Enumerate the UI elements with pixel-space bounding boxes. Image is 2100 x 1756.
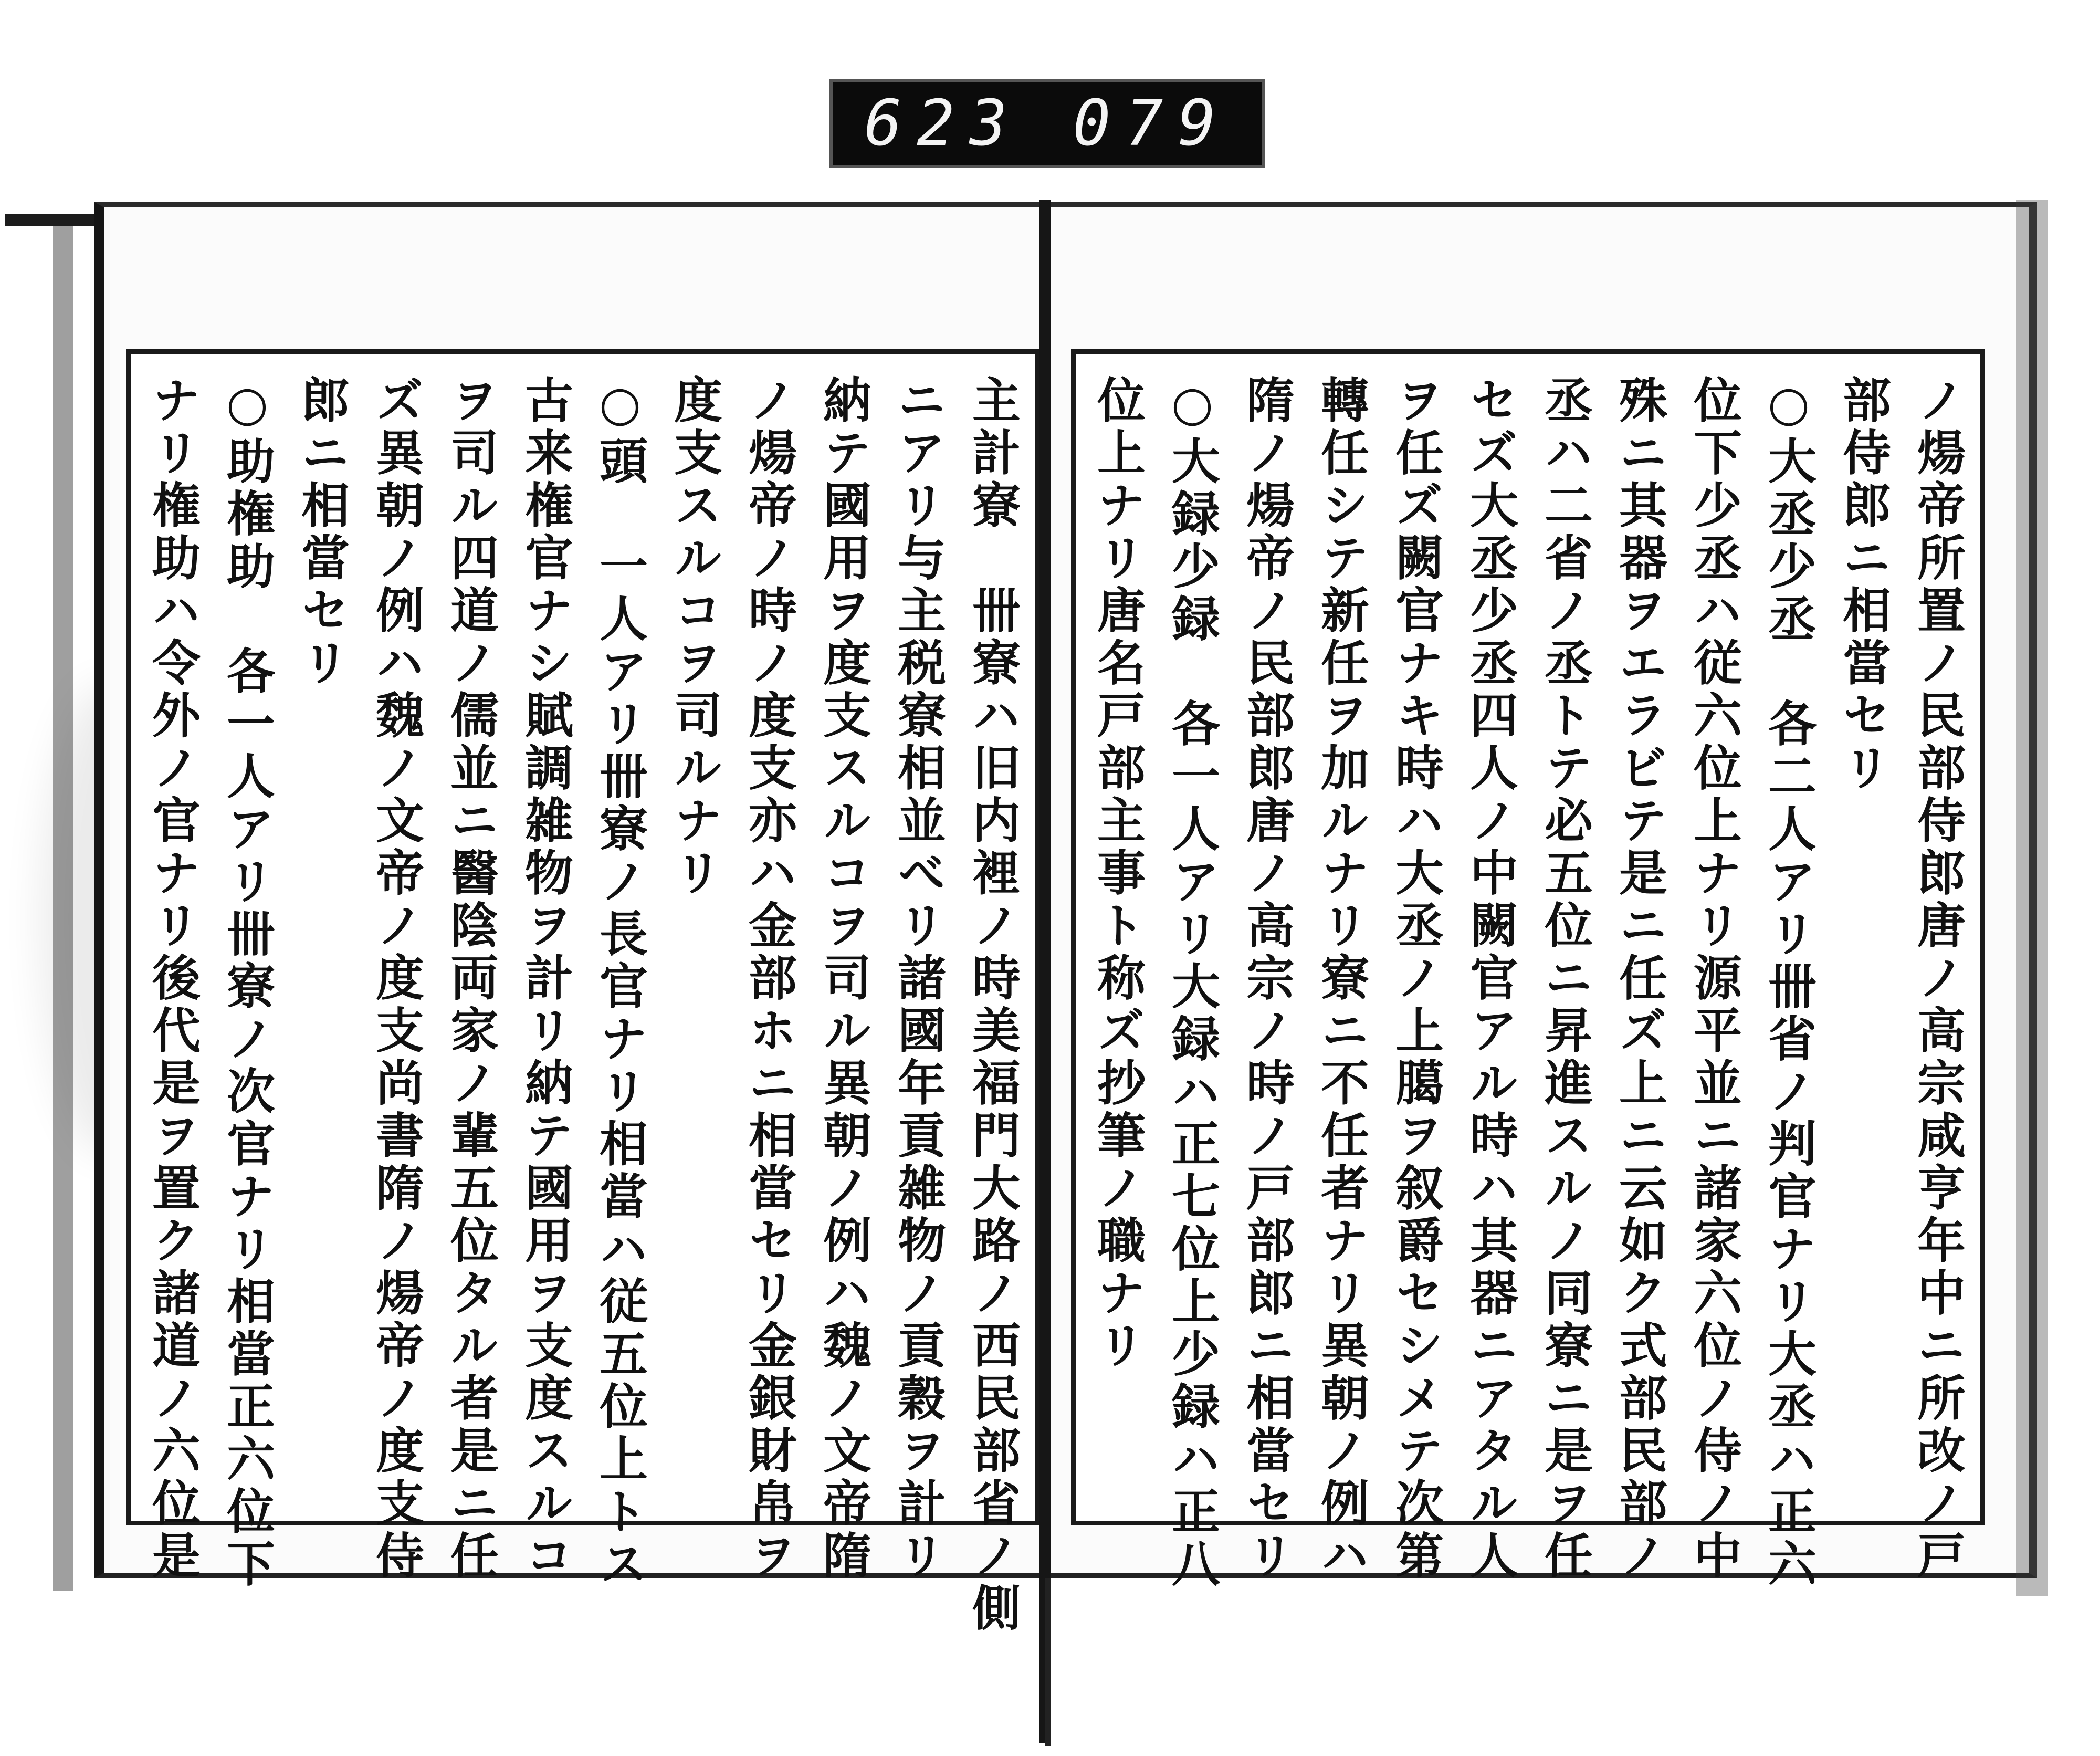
book-edge-left (5, 214, 94, 226)
text-column: 部侍郎ニ相當セリ (1835, 375, 1892, 795)
text-column: 度支スルコヲ司ルナリ (666, 375, 723, 900)
text-column: ○頭 一人アリ卌寮ノ長官ナリ相當ハ従五位上トス (592, 375, 648, 1591)
catalog-number-plate (830, 79, 1265, 168)
plate-number-right: 079 (1073, 87, 1231, 160)
text-column: ノ煬帝ノ時ノ度支亦ハ金部ホニ相當セリ金銀財帛ヲ (741, 375, 797, 1583)
text-column: セズ大丞少丞四人ノ中闕官アル時ハ其器ニアタル人 (1462, 375, 1519, 1583)
text-column: 轉任シテ新任ヲ加ルナリ寮ニ不任者ナリ異朝ノ例ハ (1313, 375, 1370, 1583)
text-column: ○大丞少丞 各二人アリ卌省ノ判官ナリ大丞ハ正六 (1760, 375, 1817, 1591)
text-column: 郎ニ相當セリ (293, 375, 350, 690)
text-column: ○助権助 各一人アリ卌寮ノ次官ナリ相當正六位下 (219, 375, 276, 1591)
text-column: 主計寮 卌寮ハ旧内裡ノ時美福門大路ノ西民部省ノ側 (964, 375, 1021, 1635)
book-spine (1040, 200, 1051, 1743)
text-column: ノ煬帝所置ノ民部侍郎唐ノ高宗咸亨年中ニ所改ノ戸 (1909, 375, 1966, 1583)
book-spine-lower (1045, 1578, 1051, 1746)
text-column: ヲ任ズ闕官ナキ時ハ大丞ノ上臈ヲ叙爵セシメテ次第 (1388, 375, 1444, 1583)
text-column: 丞ハ二省ノ丞トテ必五位ニ昇進スルノ同寮ニ是ヲ任 (1537, 375, 1593, 1583)
text-column: ナリ権助ハ令外ノ官ナリ後代是ヲ置ク諸道ノ六位是 (144, 375, 201, 1583)
left-page-frame (126, 349, 1040, 1635)
plate-number-left: 623 (864, 87, 1022, 160)
text-column: 古来権官ナシ賦調雑物ヲ計リ納テ國用ヲ支度スルコ (517, 375, 574, 1583)
text-column: ニアリ与主税寮相並べリ諸國年貢雑物ノ貢穀ヲ計リ (890, 375, 947, 1583)
book-edge-right (2016, 200, 2048, 1596)
book-edge-shadow (52, 226, 74, 1591)
right-page-columns (1089, 375, 1966, 1591)
right-page-frame (1071, 349, 1984, 1591)
text-column: ヲ司ル四道ノ儒並ニ醫陰両家ノ輩五位タル者是ニ任 (443, 375, 499, 1583)
text-column: 位下少丞ハ従六位上ナリ源平並ニ諸家六位ノ侍ノ中 (1686, 375, 1742, 1583)
text-column: 隋ノ煬帝ノ民部郎唐ノ高宗ノ時ノ戸部郎ニ相當セリ (1238, 375, 1295, 1583)
text-column: 位上ナリ唐名戸部主事ト称ズ抄筆ノ職ナリ (1089, 375, 1146, 1373)
left-page-columns (144, 375, 1021, 1635)
text-column: 納テ國用ヲ度支スルコヲ司ル異朝ノ例ハ魏ノ文帝隋 (815, 375, 872, 1583)
text-column: 殊ニ其器ヲエラビテ是ニ任ズ上ニ云如ク式部民部ノ (1611, 375, 1668, 1583)
text-column: ○大録少録 各一人アリ大録ハ正七位上少録ハ正八 (1164, 375, 1221, 1591)
text-column: ズ異朝ノ例ハ魏ノ文帝ノ度支尚書隋ノ煬帝ノ度支侍 (368, 375, 425, 1583)
